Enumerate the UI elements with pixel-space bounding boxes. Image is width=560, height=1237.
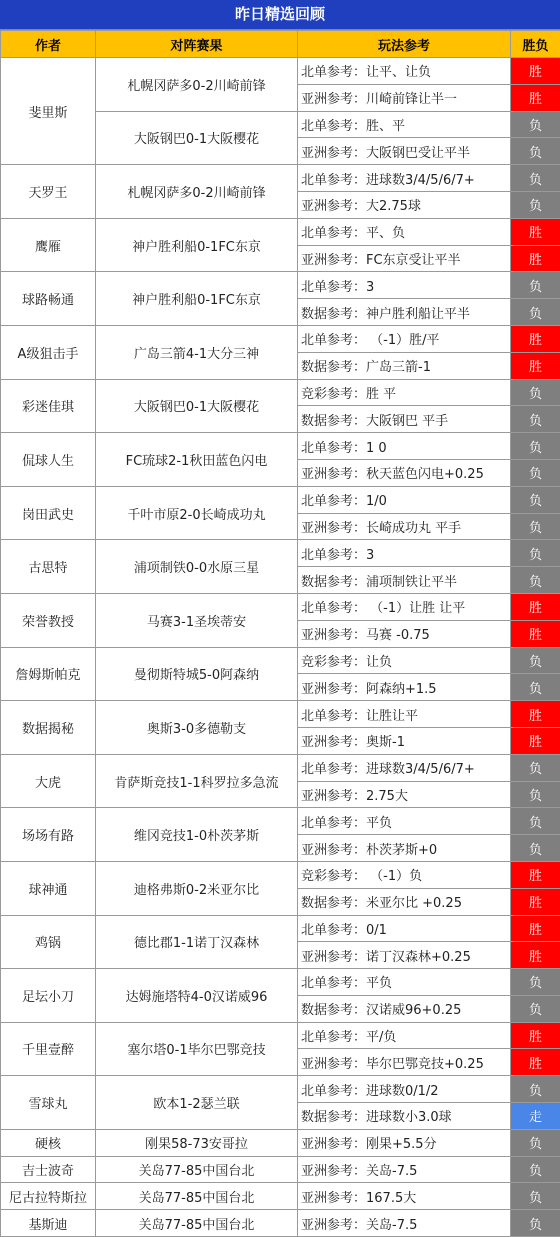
play-cell: 亚洲参考：长崎成功丸 平手 — [298, 513, 511, 540]
result-badge: 负 — [511, 111, 560, 138]
result-badge: 负 — [511, 995, 560, 1022]
match-cell: 关岛77-85中国台北 — [96, 1183, 298, 1210]
table-row — [1, 58, 560, 85]
match-cell: FC琉球2-1秋田蓝色闪电 — [96, 433, 298, 487]
play-cell: 亚洲参考：FC东京受让平半 — [298, 245, 511, 272]
table-body — [1, 58, 560, 1237]
match-cell: 广岛三箭4-1大分三神 — [96, 325, 298, 379]
table-row — [1, 433, 560, 460]
play-cell: 数据参考：神户胜利船让平半 — [298, 299, 511, 326]
result-badge: 胜 — [511, 352, 560, 379]
result-badge: 胜 — [511, 325, 560, 352]
author-cell: 彩迷佳琪 — [1, 379, 96, 433]
table-row — [1, 325, 560, 352]
match-cell: 浦项制铁0-0水原三星 — [96, 540, 298, 594]
author-cell: 吉士波奇 — [1, 1156, 96, 1183]
match-cell: 千叶市原2-0长崎成功丸 — [96, 486, 298, 540]
result-badge: 胜 — [511, 218, 560, 245]
table-row — [1, 1210, 560, 1237]
result-badge: 负 — [511, 486, 560, 513]
play-cell: 北单参考：进球数3/4/5/6/7+ — [298, 754, 511, 781]
table-row — [1, 1129, 560, 1156]
author-cell: 天罗王 — [1, 165, 96, 219]
play-cell: 北单参考：1/0 — [298, 486, 511, 513]
table-row — [1, 861, 560, 888]
author-cell: A级狙击手 — [1, 325, 96, 379]
match-cell: 神户胜利船0-1FC东京 — [96, 272, 298, 326]
table-row — [1, 218, 560, 245]
result-badge: 负 — [511, 540, 560, 567]
play-cell: 亚洲参考：关岛-7.5 — [298, 1156, 511, 1183]
play-cell: 北单参考：平负 — [298, 969, 511, 996]
author-cell: 斐里斯 — [1, 58, 96, 165]
match-cell: 关岛77-85中国台北 — [96, 1210, 298, 1237]
author-cell: 基斯迪 — [1, 1210, 96, 1237]
author-cell: 雪球丸 — [1, 1076, 96, 1130]
header-row — [1, 31, 560, 58]
result-badge: 胜 — [511, 245, 560, 272]
match-cell: 德比郡1-1诺丁汉森林 — [96, 915, 298, 969]
play-cell: 数据参考：米亚尔比 +0.25 — [298, 888, 511, 915]
match-cell: 塞尔塔0-1毕尔巴鄂竞技 — [96, 1022, 298, 1076]
play-cell: 亚洲参考：川崎前锋让半一 — [298, 84, 511, 111]
result-badge: 负 — [511, 1156, 560, 1183]
play-cell: 竞彩参考：让负 — [298, 647, 511, 674]
result-badge: 负 — [511, 647, 560, 674]
play-cell: 北单参考：1 0 — [298, 433, 511, 460]
result-badge: 胜 — [511, 1022, 560, 1049]
table-row — [1, 754, 560, 781]
play-cell: 数据参考：浦项制铁让平半 — [298, 567, 511, 594]
result-badge: 负 — [511, 165, 560, 192]
result-badge: 负 — [511, 808, 560, 835]
match-cell: 刚果58-73安哥拉 — [96, 1129, 298, 1156]
result-badge: 负 — [511, 754, 560, 781]
play-cell: 亚洲参考：阿森纳+1.5 — [298, 674, 511, 701]
author-cell: 数据揭秘 — [1, 701, 96, 755]
result-badge: 胜 — [511, 727, 560, 754]
result-badge: 胜 — [511, 84, 560, 111]
result-badge: 负 — [511, 272, 560, 299]
author-cell: 大虎 — [1, 754, 96, 808]
table-row — [1, 1022, 560, 1049]
play-cell: 亚洲参考：167.5大 — [298, 1183, 511, 1210]
play-cell: 亚洲参考：大2.75球 — [298, 191, 511, 218]
play-cell: 北单参考：让胜让平 — [298, 701, 511, 728]
play-cell: 北单参考：平负 — [298, 808, 511, 835]
play-cell: 数据参考：进球数小3.0球 — [298, 1103, 511, 1130]
table-row — [1, 593, 560, 620]
author-cell: 足坛小刀 — [1, 969, 96, 1023]
result-badge: 胜 — [511, 915, 560, 942]
play-cell: 北单参考：进球数0/1/2 — [298, 1076, 511, 1103]
author-cell: 场场有路 — [1, 808, 96, 862]
result-badge: 负 — [511, 433, 560, 460]
author-cell: 硬核 — [1, 1129, 96, 1156]
author-cell: 侃球人生 — [1, 433, 96, 487]
result-badge: 负 — [511, 1129, 560, 1156]
play-cell: 北单参考：平/负 — [298, 1022, 511, 1049]
play-cell: 数据参考：汉诺威96+0.25 — [298, 995, 511, 1022]
play-cell: 北单参考：胜、平 — [298, 111, 511, 138]
result-badge: 负 — [511, 138, 560, 165]
result-badge: 胜 — [511, 701, 560, 728]
match-cell: 肯萨斯竞技1-1科罗拉多急流 — [96, 754, 298, 808]
match-cell: 维冈竞技1-0朴茨茅斯 — [96, 808, 298, 862]
play-cell: 亚洲参考：毕尔巴鄂竞技+0.25 — [298, 1049, 511, 1076]
result-badge: 胜 — [511, 942, 560, 969]
table-row — [1, 808, 560, 835]
play-cell: 亚洲参考：秋天蓝色闪电+0.25 — [298, 459, 511, 486]
result-badge: 走 — [511, 1103, 560, 1130]
author-cell: 球路畅通 — [1, 272, 96, 326]
result-badge: 负 — [511, 674, 560, 701]
table-row — [1, 1076, 560, 1103]
match-cell: 达姆施塔特4-0汉诺威96 — [96, 969, 298, 1023]
author-cell: 岗田武史 — [1, 486, 96, 540]
match-cell: 大阪钢巴0-1大阪樱花 — [96, 111, 298, 165]
table-row — [1, 915, 560, 942]
result-badge: 负 — [511, 1210, 560, 1237]
play-cell: 亚洲参考：奥斯-1 — [298, 727, 511, 754]
play-cell: 亚洲参考：关岛-7.5 — [298, 1210, 511, 1237]
result-badge: 负 — [511, 567, 560, 594]
result-badge: 胜 — [511, 58, 560, 85]
result-badge: 负 — [511, 513, 560, 540]
result-badge: 负 — [511, 379, 560, 406]
play-cell: 北单参考：让平、让负 — [298, 58, 511, 85]
header-match: 对阵赛果 — [96, 31, 298, 58]
match-cell: 马赛3-1圣埃蒂安 — [96, 593, 298, 647]
play-cell: 亚洲参考：朴茨茅斯+0 — [298, 835, 511, 862]
match-cell: 大阪钢巴0-1大阪樱花 — [96, 379, 298, 433]
match-cell: 札幌冈萨多0-2川崎前锋 — [96, 165, 298, 219]
play-cell: 北单参考：0/1 — [298, 915, 511, 942]
author-cell: 鹰雁 — [1, 218, 96, 272]
table-row — [1, 969, 560, 996]
result-badge: 负 — [511, 299, 560, 326]
match-cell: 关岛77-85中国台北 — [96, 1156, 298, 1183]
table-row — [1, 486, 560, 513]
header-play: 玩法参考 — [298, 31, 511, 58]
author-cell: 球神通 — [1, 861, 96, 915]
author-cell: 鸡锅 — [1, 915, 96, 969]
header-result: 胜负 — [511, 31, 560, 58]
play-cell: 亚洲参考：2.75大 — [298, 781, 511, 808]
match-cell: 曼彻斯特城5-0阿森纳 — [96, 647, 298, 701]
match-cell: 迪格弗斯0-2米亚尔比 — [96, 861, 298, 915]
table-row — [1, 272, 560, 299]
header-author: 作者 — [1, 31, 96, 58]
result-badge: 胜 — [511, 1049, 560, 1076]
author-cell: 尼古拉特斯拉 — [1, 1183, 96, 1210]
match-cell: 神户胜利船0-1FC东京 — [96, 218, 298, 272]
match-cell: 札幌冈萨多0-2川崎前锋 — [96, 58, 298, 112]
review-table — [0, 30, 560, 1237]
play-cell: 北单参考：3 — [298, 272, 511, 299]
result-badge: 负 — [511, 969, 560, 996]
result-badge: 负 — [511, 835, 560, 862]
author-cell: 詹姆斯帕克 — [1, 647, 96, 701]
result-badge: 胜 — [511, 888, 560, 915]
match-cell: 欧本1-2瑟兰联 — [96, 1076, 298, 1130]
table-row — [1, 165, 560, 192]
table-row — [1, 1156, 560, 1183]
page-title: 昨日精选回顾 — [0, 0, 560, 30]
play-cell: 数据参考：大阪钢巴 平手 — [298, 406, 511, 433]
play-cell: 亚洲参考：诺丁汉森林+0.25 — [298, 942, 511, 969]
result-badge: 胜 — [511, 861, 560, 888]
table-row — [1, 647, 560, 674]
play-cell: 亚洲参考：大阪钢巴受让平半 — [298, 138, 511, 165]
play-cell: 北单参考：3 — [298, 540, 511, 567]
table-row — [1, 1183, 560, 1210]
play-cell: 数据参考：广岛三箭-1 — [298, 352, 511, 379]
result-badge: 负 — [511, 191, 560, 218]
table-row — [1, 540, 560, 567]
result-badge: 胜 — [511, 620, 560, 647]
play-cell: 亚洲参考：马赛 -0.75 — [298, 620, 511, 647]
author-cell: 千里壹醉 — [1, 1022, 96, 1076]
play-cell: 竞彩参考： （-1）负 — [298, 861, 511, 888]
table-row — [1, 379, 560, 406]
play-cell: 北单参考：平、负 — [298, 218, 511, 245]
result-badge: 胜 — [511, 593, 560, 620]
author-cell: 荣誉教授 — [1, 593, 96, 647]
result-badge: 负 — [511, 1076, 560, 1103]
table-row — [1, 701, 560, 728]
result-badge: 负 — [511, 781, 560, 808]
play-cell: 竞彩参考：胜 平 — [298, 379, 511, 406]
play-cell: 北单参考： （-1）胜/平 — [298, 325, 511, 352]
play-cell: 北单参考： （-1）让胜 让平 — [298, 593, 511, 620]
play-cell: 北单参考：进球数3/4/5/6/7+ — [298, 165, 511, 192]
result-badge: 负 — [511, 1183, 560, 1210]
play-cell: 亚洲参考：刚果+5.5分 — [298, 1129, 511, 1156]
result-badge: 负 — [511, 406, 560, 433]
author-cell: 古思特 — [1, 540, 96, 594]
match-cell: 奥斯3-0多德勒支 — [96, 701, 298, 755]
result-badge: 负 — [511, 459, 560, 486]
